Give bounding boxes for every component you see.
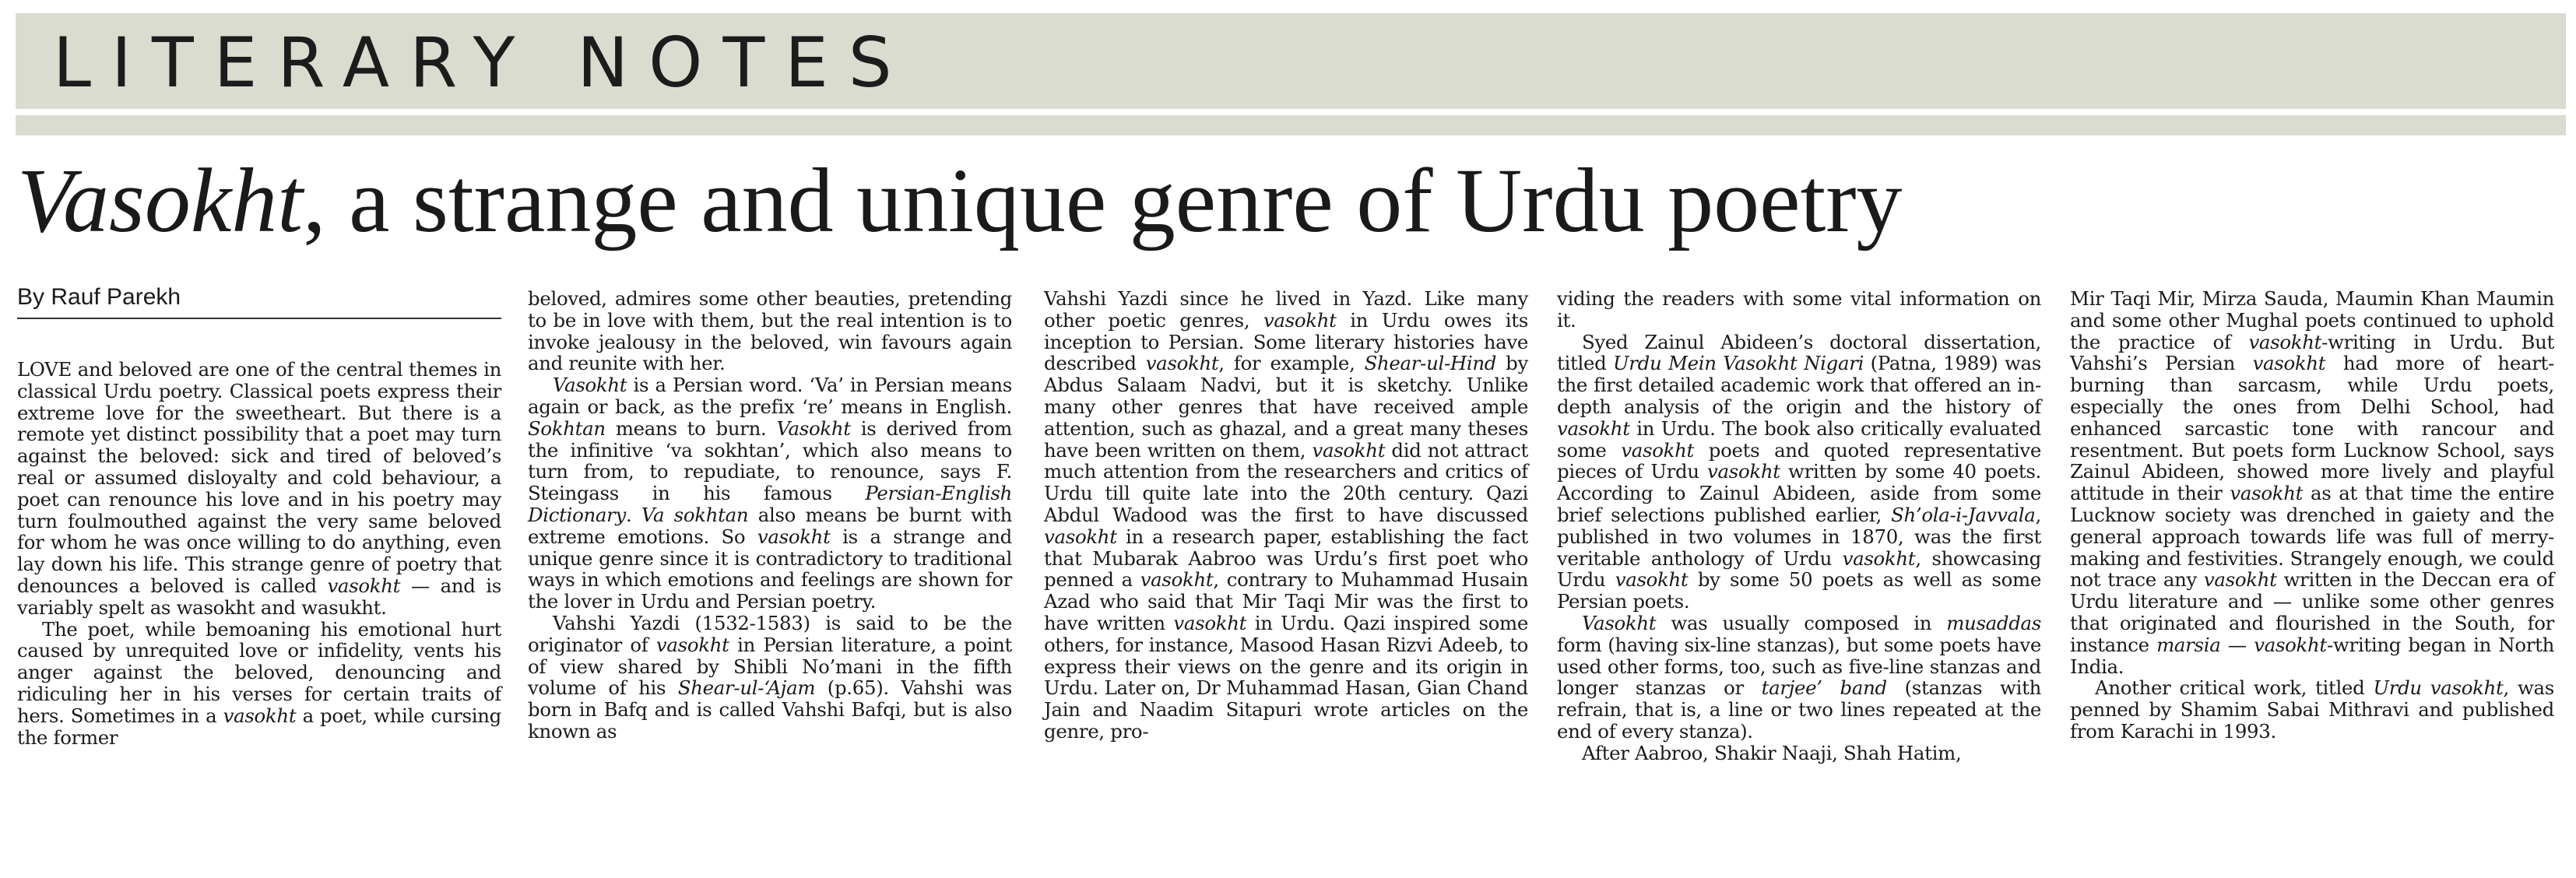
paragraph-text: LOVE and beloved are one of the central themes in classical Urdu poetry. Classical poets express their extreme love for the sweetheart. But there is a remote yet distinct possibility that a poet may turn against the beloved: sick and tired of beloved’s real or assumed disloyalty and cold behaviour, a poet can renounce his love and in his poetry may turn foulmouthed against the very same beloved for whom he was once willing to do anything, even lay down his life. This strange genre of poetry that denounces a beloved is called — [17, 358, 501, 597]
italic-term: Urdu Mein Vasokht Nigari — [1613, 352, 1864, 375]
section-banner — [16, 13, 2566, 109]
article-column-4 — [1557, 288, 2041, 764]
italic-term: vasokht — [2252, 352, 2326, 375]
article-column-5 — [2070, 288, 2554, 743]
paragraph-text: — and is variably spelt as wasokht and wasukht. — [17, 574, 501, 619]
italic-term: Vasokht — [776, 416, 851, 440]
paragraph — [2070, 677, 2554, 742]
italic-term: vasokht — [1312, 438, 1386, 462]
paragraph-text: Syed Zainul Abideen’s doctoral dissertation, titled — [1557, 330, 2041, 375]
italic-term: vasokht — [1044, 525, 1117, 548]
paragraph — [1557, 743, 2041, 764]
paragraph-text: Vahshi Yazdi since he lived in Yazd. Like many other poetic genres, — [1044, 287, 1528, 332]
paragraph-text: a poet, while cursing the former — [17, 704, 501, 749]
italic-term: vasokht — [2230, 482, 2304, 505]
paragraph-text: in Urdu owes its inception to Persian. Some literary histories have described — [1044, 308, 1528, 375]
paragraph-text: in Persian literature, a point of view shared by Shibli No’mani in the fifth volume of his — [528, 633, 1012, 700]
italic-term: Urdu vasokht — [2373, 676, 2504, 700]
paragraph-text: beloved, admires some other beauties, pretending to be in love with them, but the real intention is to invoke jealousy in the beloved, win favours again and reunite with her. — [528, 287, 1012, 375]
italic-term: vasokht — [757, 525, 831, 548]
italic-term: vasokht — [327, 574, 401, 597]
paragraph-text: . — [626, 503, 641, 526]
paragraph-text: viding the readers with some vital information on it. — [1557, 287, 2041, 332]
paragraph — [528, 374, 1012, 613]
paragraph-text: in Urdu. Qazi inspired some others, for instance, Masood Hasan Rizvi Adeeb, to express their views on the genre and its origin in Urdu. Later on, Dr Muhammad Hasan, Gian Chand Jain and Naadim Sitapuri wrote articles on the genre, pro- — [1044, 611, 1529, 743]
paragraph — [528, 613, 1012, 743]
paragraph-text: was usually composed in — [1656, 611, 1947, 634]
paragraph-text: Mir Taqi Mir, Mirza Sauda, Maumin Khan Maumin and some other Mughal poets continued to uphold the practice of — [2070, 287, 2554, 353]
article-headline — [17, 146, 2563, 255]
paragraph — [17, 359, 501, 619]
italic-term: vasokht — [1173, 611, 1247, 634]
byline: By Rauf Parekh — [17, 284, 181, 310]
italic-term: Va sokhtan — [641, 503, 749, 526]
italic-term: vasokht — [1615, 568, 1689, 592]
italic-term: vasokht — [655, 633, 729, 656]
italic-term: marsia — [2156, 633, 2221, 656]
paragraph-text: (Patna, 1989) was the first detailed academic work that offered an in-depth analysis of the origin and the history of — [1557, 352, 2041, 418]
italic-term: Persian-English Dictionary — [528, 482, 1012, 526]
italic-term: vasokht — [1145, 352, 1219, 375]
paragraph — [1044, 288, 1528, 743]
italic-term: Sh’ola-i-Javvala — [1891, 503, 2036, 526]
italic-term: Shear-ul-Hind — [1364, 352, 1497, 375]
italic-term: vasokht — [1842, 546, 1916, 570]
paragraph-text: means to burn. — [605, 416, 777, 440]
paragraph-text: form (having six-line stanzas), but some poets have used other forms, too, such as five-line stanzas and longer stanzas or — [1557, 633, 2041, 700]
paragraph-text: had more of heart-burning than sarcasm, while Urdu poets, especially the ones from Delhi School, had enhanced sarcastic tone with rancour and resentment. But poets form Lucknow School, says Zainul Abideen, showed more lively and playful attitude in their — [2070, 352, 2554, 505]
italic-term: vasokht — [2248, 330, 2322, 353]
paragraph-text: , published in two volumes in 1870, was the first veritable anthology of Urdu — [1557, 503, 2041, 570]
italic-term: vasokht — [1263, 308, 1337, 332]
paragraph-text: -writing began in North India. — [2070, 633, 2555, 678]
paragraph — [17, 619, 501, 749]
paragraph-text: -writing in Urdu. But Vahshi’s Persian — [2070, 330, 2554, 375]
section-label: LITERARY NOTES — [53, 23, 912, 103]
paragraph — [1557, 613, 2041, 743]
headline-rest: , a strange and unique genre of Urdu poetry — [303, 149, 1903, 251]
paragraph-text: is a strange and unique genre since it is contradictory to traditional ways in which emotions and feelings are shown for the lover in Urdu and Persian poetry. — [528, 525, 1012, 613]
article-column-2 — [528, 288, 1012, 743]
italic-term: Shear-ul-‘Ajam — [677, 676, 816, 700]
paragraph-text: as at that time the entire Lucknow society was drenched in gaiety and the general approach towards life was full of merry-making and festivities. Strangely enough, we could not trace any — [2070, 482, 2554, 592]
paragraph-text: Another critical work, titled — [2095, 676, 2374, 700]
italic-term: vasokht — [223, 704, 297, 727]
paragraph — [1557, 332, 2041, 613]
paragraph-text: also means be burnt with extreme emotions. So — [528, 503, 1013, 548]
paragraph-text: The poet, while bemoaning his emotional hurt caused by unrequited love or infidelity, vents his anger against the beloved, denouncing and ridiculing her in his verses for certain traits of hers. Sometimes in a — [17, 617, 501, 727]
italic-term: tarjee’ band — [1761, 676, 1887, 700]
byline-divider — [17, 318, 501, 319]
paragraph-text: , for example, — [1218, 352, 1365, 375]
paragraph-text: , was penned by Shamim Sabai Mithravi and published from Karachi in 1993. — [2070, 676, 2554, 743]
paragraph-text: by some 50 poets as well as some Persian poets. — [1557, 568, 2041, 613]
paragraph-text: poets and quoted representative pieces of Urdu — [1557, 438, 2041, 483]
paragraph-text: written in the Deccan era of Urdu literature and — unlike some other genres that originated and flourished in the South, for instance — [2070, 568, 2554, 656]
article-column-3 — [1044, 288, 1528, 743]
article-column-1 — [17, 359, 501, 748]
paragraph — [528, 288, 1012, 374]
paragraph-text: (stanzas with refrain, that is, a line or two lines repeated at the end of every stanza). — [1557, 676, 2041, 743]
italic-term: vasokht — [1140, 568, 1214, 592]
paragraph-text: written by some 40 poets. According to Zainul Abideen, aside from some brief selections published earlier, — [1557, 460, 2042, 526]
paragraph-text: in a research paper, establishing the fact that Mubarak Aabroo was Urdu’s first poet who penned a — [1044, 525, 1528, 592]
italic-term: vasokht — [1557, 416, 1630, 440]
banner-divider — [16, 115, 2566, 135]
paragraph-text: , contrary to Muhammad Husain Azad who said that Mir Taqi Mir was the first to have written — [1044, 568, 1528, 634]
paragraph-text: (p.65). Vahshi was born in Bafq and is called Vahshi Bafqi, but is also known as — [528, 676, 1012, 743]
paragraph-text: is derived from the infinitive ‘va sokhtan’, which also means to turn from, to repudiate, to renounce, says F. Steingass in his famous — [528, 416, 1012, 505]
paragraph-text: did not attract much attention from the researchers and critics of Urdu till quite late into the 20th century. Qazi Abdul Wadood was the first to have discussed — [1044, 438, 1529, 526]
italic-term: vasokht — [2254, 633, 2327, 656]
paragraph-text: in Urdu. The book also critically evaluated some — [1557, 416, 2041, 462]
paragraph-text: — — [2220, 633, 2254, 656]
italic-term: Vasokht — [553, 374, 627, 397]
paragraph-text: After Aabroo, Shakir Naaji, Shah Hatim, — [1582, 741, 1962, 764]
italic-term: Sokhtan — [528, 416, 606, 440]
italic-term: musaddas — [1946, 611, 2041, 634]
italic-term: vasokht — [2203, 568, 2277, 592]
paragraph-text: , showcasing Urdu — [1557, 546, 2041, 592]
italic-term: vasokht — [1707, 460, 1780, 483]
paragraph — [2070, 288, 2554, 677]
paragraph-text: Vahshi Yazdi (1532-1583) is said to be the originator of — [528, 611, 1012, 656]
paragraph-text: by Abdus Salaam Nadvi, but it is sketchy. Unlike many other genres that have received ample attention, such as ghazal, and a great many theses have been written on them, — [1044, 352, 1528, 462]
paragraph — [1557, 288, 2041, 332]
headline-italic: Vasokht — [17, 149, 304, 251]
paragraph-text: is a Persian word. ‘Va’ in Persian means again or back, as the prefix ‘re’ means in English. — [528, 374, 1012, 418]
italic-term: Vasokht — [1582, 611, 1657, 634]
italic-term: vasokht — [1621, 438, 1695, 462]
